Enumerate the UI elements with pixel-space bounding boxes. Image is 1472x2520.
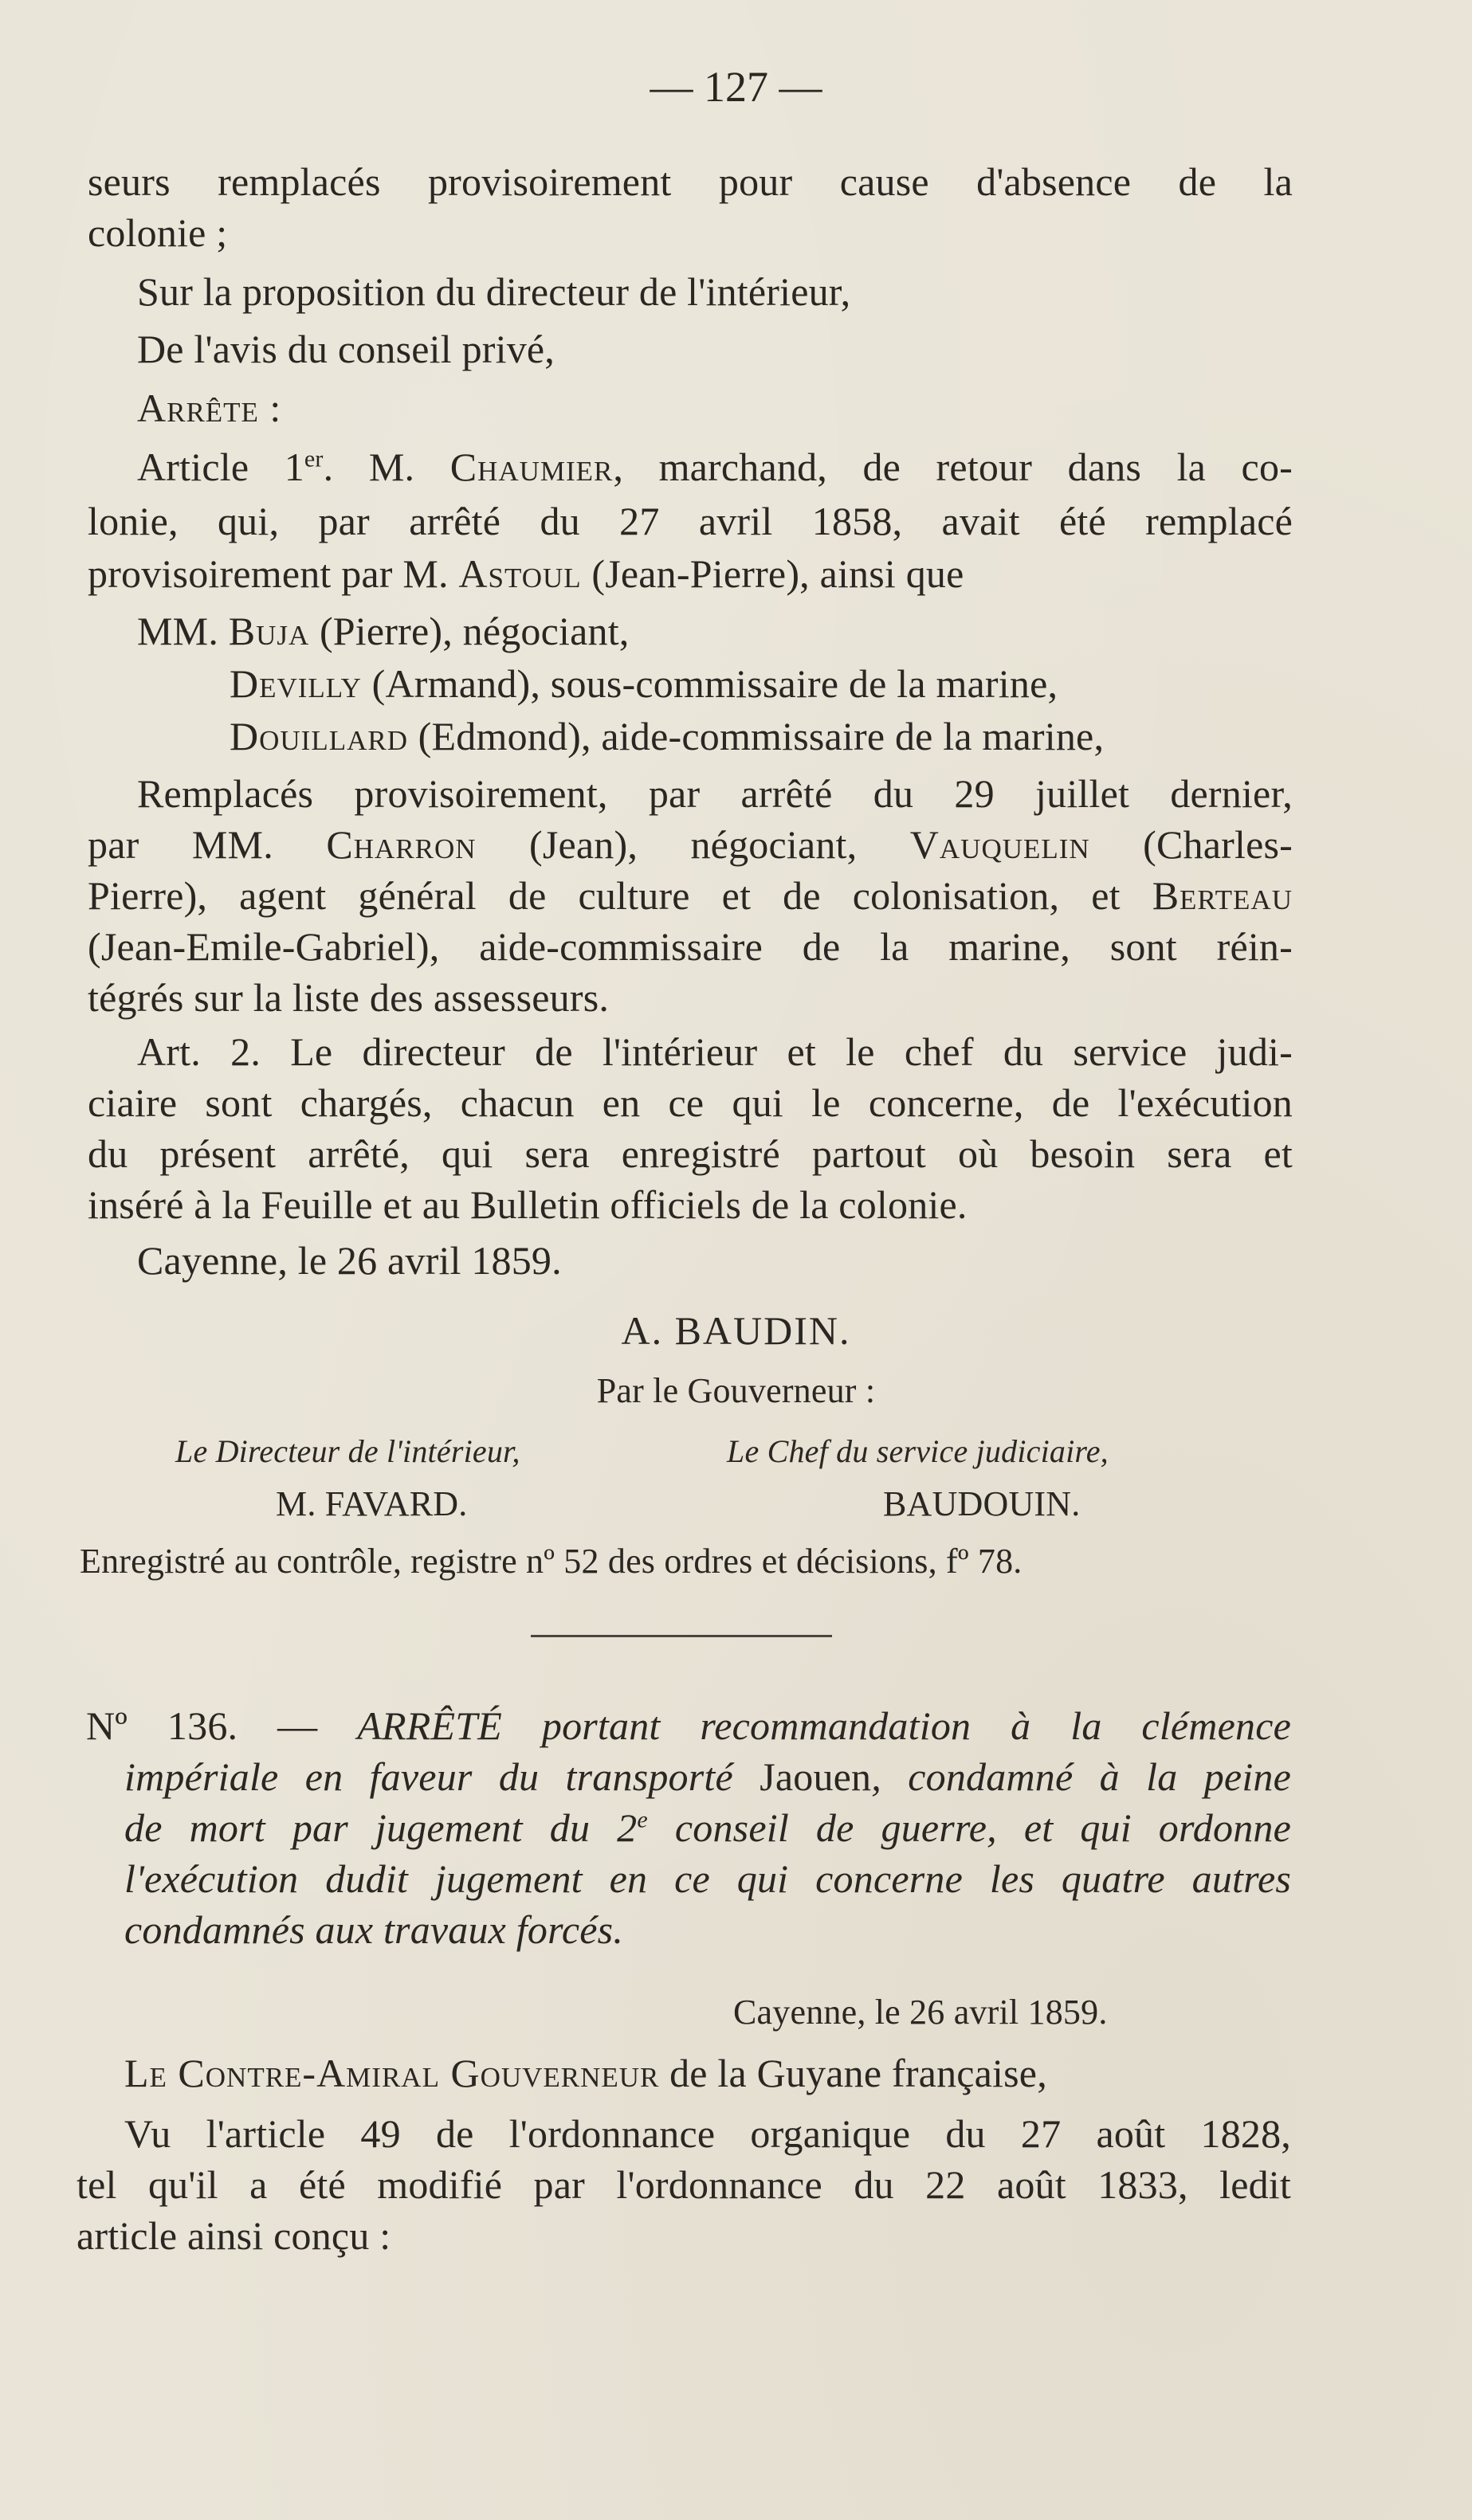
par-le-gouverneur: Par le Gouverneur :: [596, 1371, 876, 1410]
text-line: [88, 872, 1293, 919]
text-span: Pierre), agent général de culture et de colonisation, et: [88, 873, 1152, 918]
text-span: par MM.: [88, 822, 327, 867]
section-divider: [531, 1635, 832, 1637]
text-span: Le Contre-Amiral Gouverneur: [124, 2051, 660, 2095]
text-span: Vu l'article 49 de l'ordonnance organique du 27 août 1828,: [124, 2111, 1291, 2156]
heading-line: [124, 1906, 623, 1954]
text-line: [88, 974, 609, 1021]
person-name: Berteau: [1152, 873, 1293, 918]
person-name: Vauquelin: [909, 822, 1090, 867]
text-span: (Jean-Pierre), ainsi que: [581, 551, 964, 596]
text-span: , marchand, de retour dans la co-: [613, 445, 1293, 489]
text-span: seurs remplacés provisoirement pour cause d'absence de la: [88, 159, 1293, 204]
signature: A. BAUDIN.: [621, 1308, 851, 1353]
text-line: [88, 497, 1293, 545]
text-line: [137, 607, 630, 655]
text-line: [137, 268, 850, 315]
date-line: Cayenne, le 26 avril 1859.: [733, 1993, 1108, 2032]
text-line: [230, 712, 1104, 760]
text-span: Sur la proposition du directeur de l'intérieur,: [137, 269, 851, 314]
text-span: tel qu'il a été modifié par l'ordonnance du 22 août 1833, ledit: [77, 2162, 1291, 2207]
text-span: Art. 2. Le directeur de l'intérieur et le chef du service judi-: [137, 1029, 1293, 1074]
text-line: [88, 923, 1293, 970]
text-span: Article 1: [137, 445, 304, 489]
person-name: Charron: [326, 822, 477, 867]
text-line: [88, 550, 964, 598]
text-span: ARRÊTÉ portant recommandation à la clémence: [357, 1703, 1291, 1748]
text-span: inséré à la Feuille et au Bulletin officiels de la colonie.: [88, 1182, 968, 1227]
text-line: [230, 660, 1058, 707]
text-span: (Jean), négociant,: [476, 822, 910, 867]
left-title: Le Directeur de l'intérieur,: [175, 1433, 520, 1469]
text-span: article ainsi conçu :: [77, 2213, 391, 2258]
text-line: [77, 2212, 391, 2259]
text-span: Arrête :: [137, 386, 282, 430]
text-span: condamnés aux travaux forcés.: [124, 1907, 624, 1952]
text-span: (Edmond), aide-commissaire de la marine,: [407, 714, 1105, 758]
text-span: conseil de guerre, et qui ordonne: [647, 1805, 1291, 1850]
text-line: [124, 2110, 1291, 2157]
text-span: . M.: [323, 445, 450, 489]
text-line: [88, 821, 1293, 868]
text-span: Nº 136. —: [86, 1703, 358, 1748]
text-span: lonie, qui, par arrêté du 27 avril 1858, avait été remplacé: [88, 499, 1293, 543]
text-line: [77, 2161, 1291, 2208]
heading-line: [86, 1702, 1291, 1750]
text-line: [88, 1079, 1293, 1127]
arrete-label: [137, 384, 281, 432]
person-name: Douillard: [230, 714, 408, 758]
text-line: [88, 158, 1293, 206]
text-span: provisoirement par M.: [88, 551, 459, 596]
text-span: Jaouen: [760, 1754, 872, 1799]
text-span: , condamné à la peine: [871, 1754, 1291, 1799]
text-span: (Jean-Emile-Gabriel), aide-commissaire de la marine, sont réin-: [88, 924, 1293, 969]
text-span: (Charles-: [1089, 822, 1293, 867]
text-span: de la Guyane française,: [659, 2051, 1047, 2095]
text-span: (Armand), sous-commissaire de la marine,: [361, 661, 1058, 706]
heading-line: [124, 1804, 1291, 1852]
superscript: er: [304, 445, 324, 472]
text-span: de mort par jugement du 2: [124, 1805, 638, 1850]
text-line: [137, 1028, 1293, 1076]
heading-line: [124, 1753, 1291, 1801]
text-span: (Pierre), négociant,: [309, 609, 630, 653]
text-line: [88, 1130, 1293, 1178]
right-name: BAUDOUIN.: [883, 1484, 1081, 1523]
person-name: Buja: [228, 609, 310, 653]
person-name: Devilly: [230, 661, 362, 706]
superscript: e: [637, 1806, 648, 1833]
heading-line: [124, 1855, 1291, 1903]
text-line: [137, 770, 1293, 817]
text-span: Cayenne, le 26 avril 1859.: [137, 1238, 562, 1283]
page-number: — 127 —: [650, 63, 822, 111]
text-line: [88, 209, 227, 257]
text-span: MM.: [137, 609, 229, 653]
registration-note: Enregistré au contrôle, registre nº 52 des ordres et décisions, fº 78.: [80, 1542, 1023, 1581]
right-title: Le Chef du service judiciaire,: [727, 1433, 1109, 1469]
person-name: Astoul: [458, 551, 582, 596]
text-span: tégrés sur la liste des assesseurs.: [88, 975, 610, 1020]
text-line: [137, 443, 1293, 491]
text-line: [124, 2049, 1047, 2097]
text-line: [137, 325, 555, 373]
text-span: ciaire sont chargés, chacun en ce qui le concerne, de l'exécution: [88, 1080, 1293, 1125]
left-name: M. FAVARD.: [276, 1484, 468, 1523]
text-span: Remplacés provisoirement, par arrêté du 29 juillet dernier,: [137, 771, 1293, 816]
date-line: [137, 1236, 562, 1284]
text-span: impériale en faveur du transporté: [124, 1754, 760, 1799]
text-span: du présent arrêté, qui sera enregistré partout où besoin sera et: [88, 1131, 1293, 1176]
text-span: De l'avis du conseil privé,: [137, 327, 555, 371]
text-span: colonie ;: [88, 210, 228, 255]
person-name: Chaumier: [449, 445, 614, 489]
text-line: [88, 1181, 968, 1229]
text-span: l'exécution dudit jugement en ce qui concerne les quatre autres: [124, 1856, 1291, 1901]
